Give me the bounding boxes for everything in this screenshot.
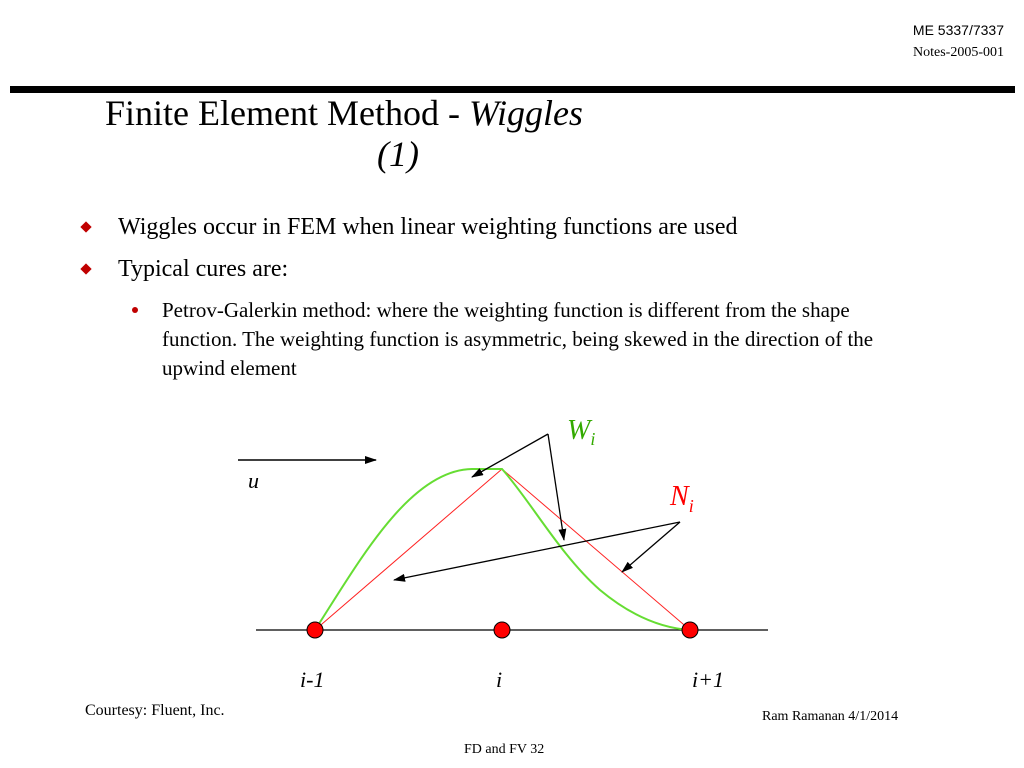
- course-code: ME 5337/7337: [912, 22, 1004, 38]
- shape-function-line: [315, 469, 690, 630]
- bullet-text: Typical cures are:: [118, 256, 289, 282]
- sub-bullet-text: Petrov-Galerkin method: where the weighting function is different from the shape function. The weighting function is asymmetric, being skewed in the direction of the upwind element: [162, 298, 874, 380]
- node-i-minus-1: [307, 622, 323, 638]
- node-i-plus-1: [682, 622, 698, 638]
- node-label: i+1: [692, 667, 724, 692]
- w-pointer-arrow-left: [472, 434, 548, 477]
- weight-label: [567, 415, 595, 449]
- shape-label-main: N: [670, 481, 689, 512]
- title-line2: (1): [377, 134, 419, 175]
- shape-label: [669, 481, 694, 516]
- weighting-function-curve: [315, 469, 690, 630]
- bullet-text: Wiggles occur in FEM when linear weighting functions are used: [118, 214, 738, 240]
- shape-label-sub: i: [688, 496, 694, 516]
- node-i: [494, 622, 510, 638]
- w-pointer-arrow-right: [548, 434, 564, 540]
- n-pointer-arrow-left: [394, 522, 680, 580]
- node-label: i-1: [300, 667, 325, 692]
- velocity-label: u: [248, 468, 259, 493]
- notes-id: Notes-2005-001: [913, 45, 1004, 60]
- page-number: FD and FV 32: [464, 742, 545, 757]
- node-label: i: [496, 667, 503, 692]
- title-italic: Wiggles: [468, 93, 583, 133]
- weight-label-sub: i: [590, 429, 596, 449]
- title-main: Finite Element Method -: [105, 93, 469, 133]
- weight-label-main: W: [567, 415, 591, 446]
- author-date: Ram Ramanan 4/1/2014: [762, 709, 899, 724]
- courtesy-note: Courtesy: Fluent, Inc.: [85, 702, 225, 719]
- n-pointer-arrow-right: [622, 522, 680, 572]
